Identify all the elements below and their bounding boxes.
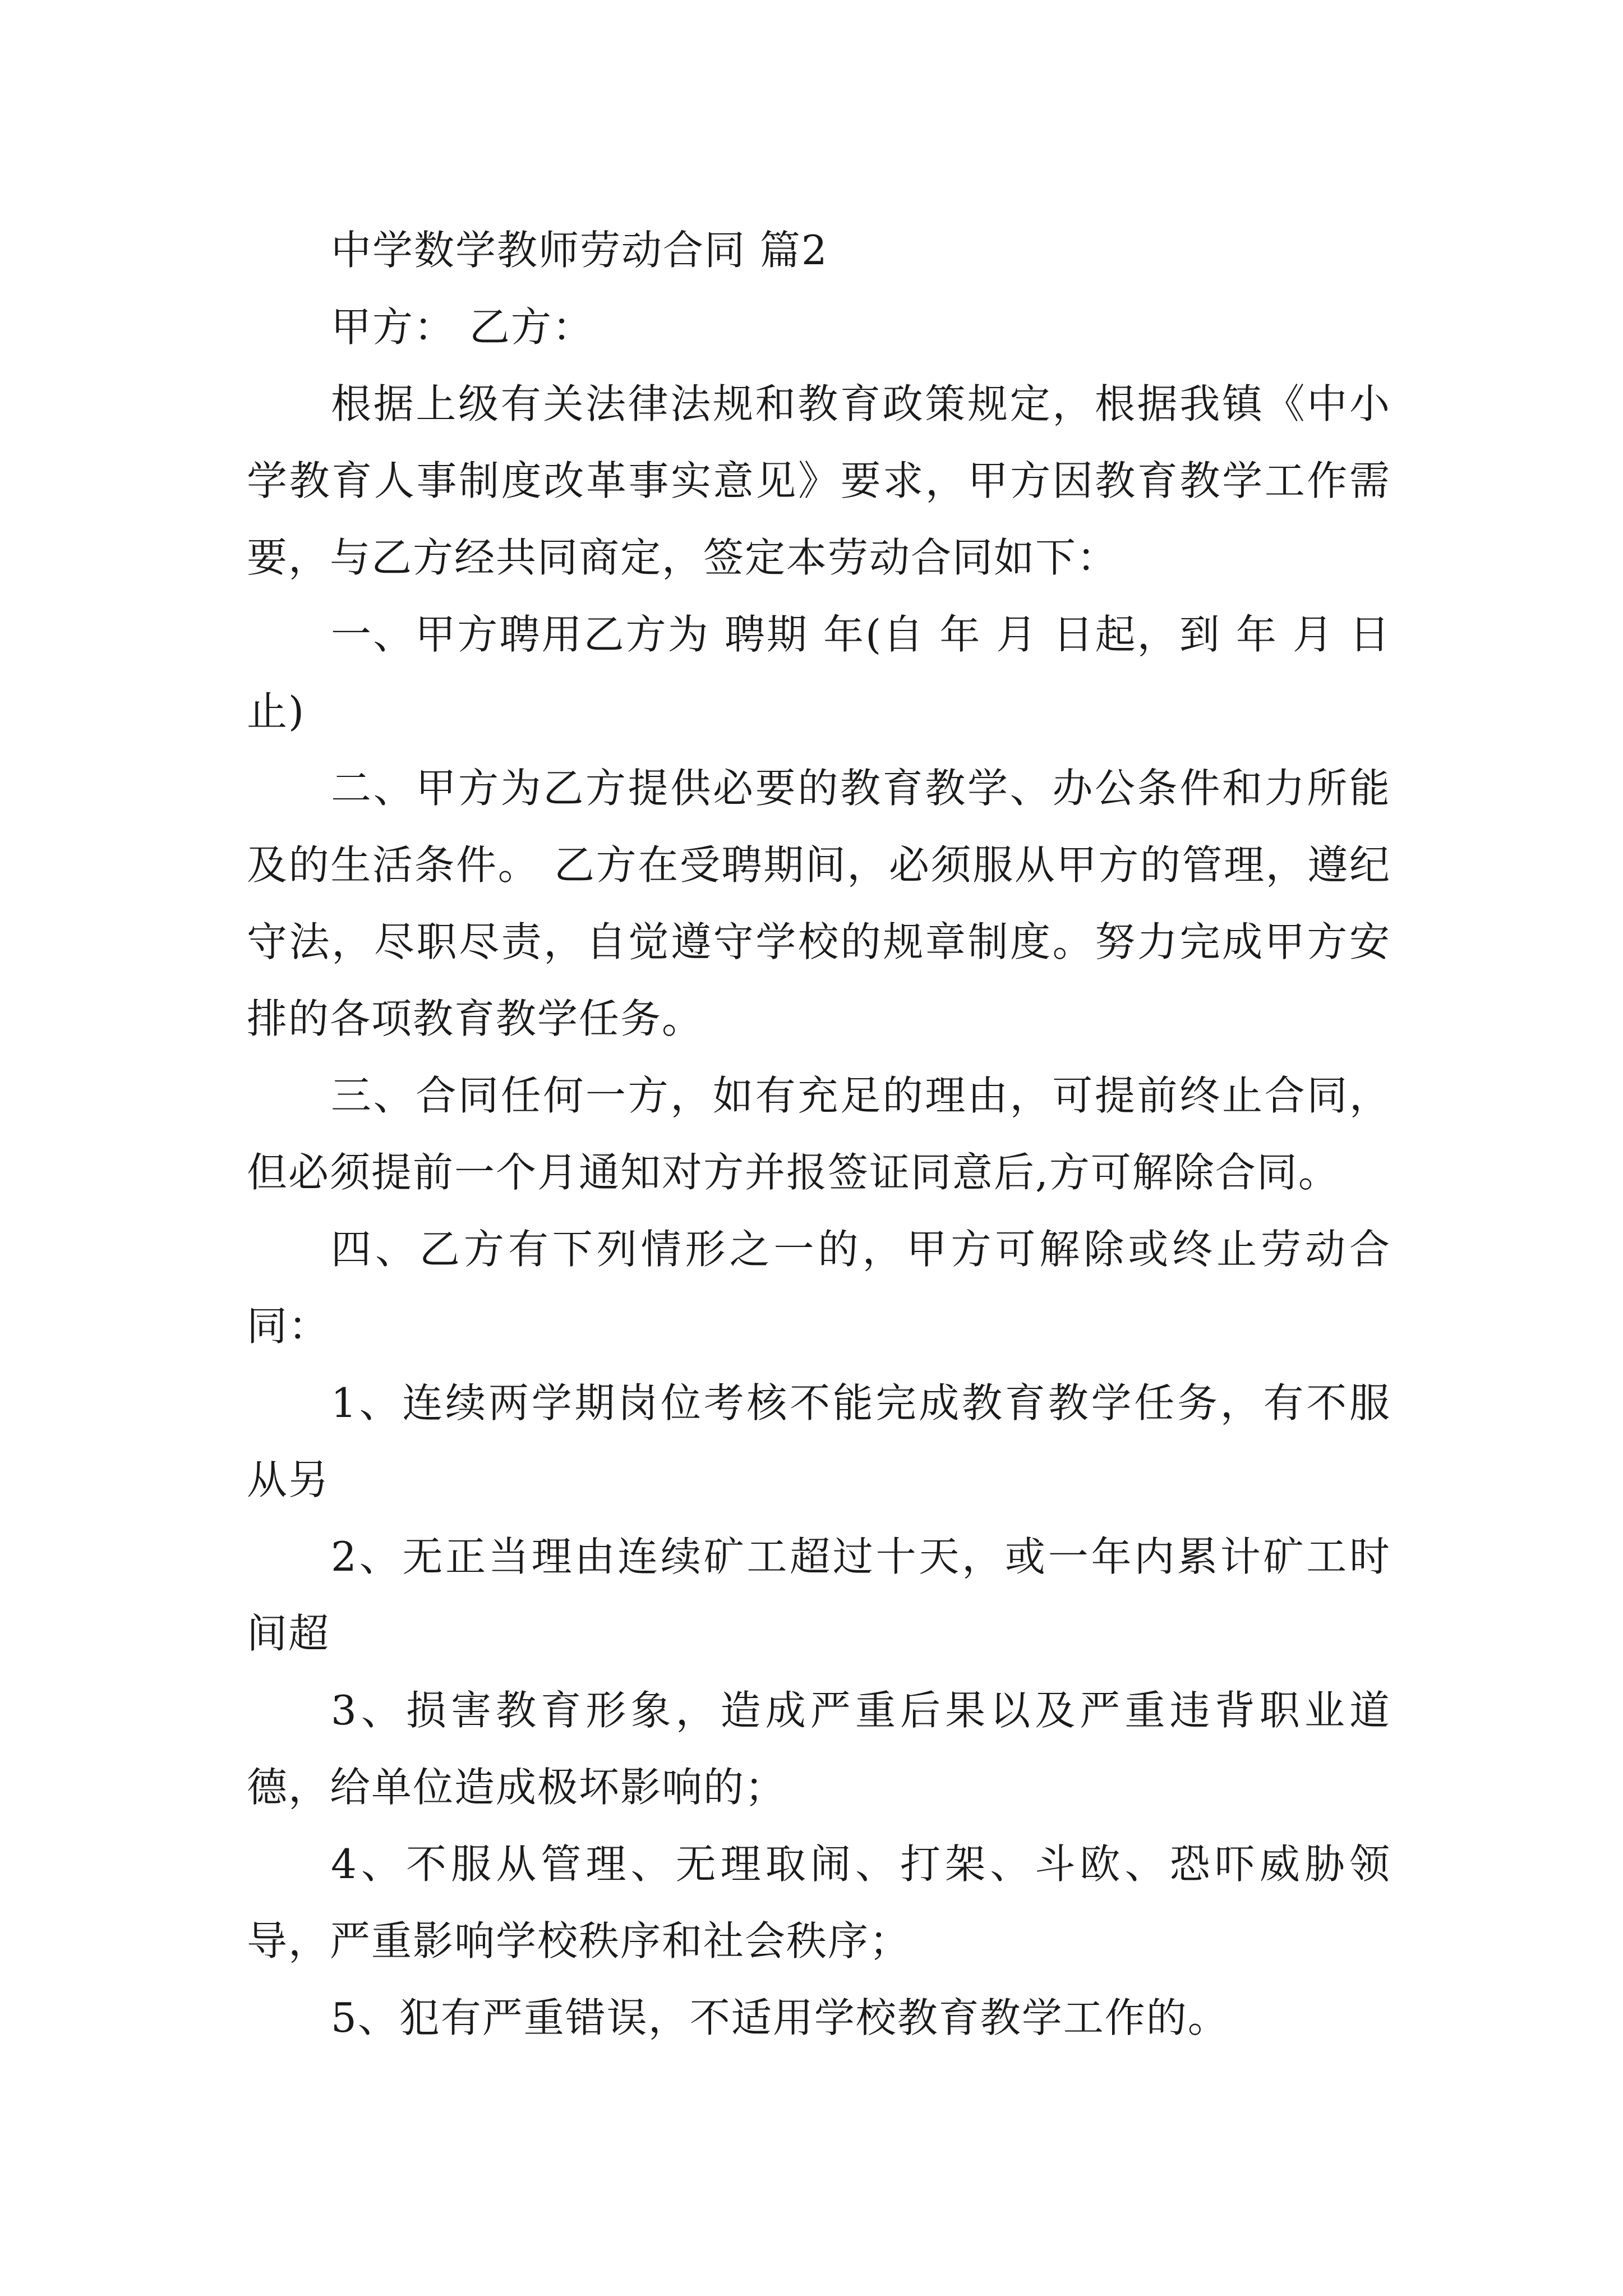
clause-4: 四、乙方有下列情形之一的，甲方可解除或终止劳动合同： <box>247 1226 1391 1350</box>
document-body <box>247 212 1391 2056</box>
paragraph-intro: 根据上级有关法律法规和教育政策规定，根据我镇《中小学教育人事制度改革事实意见》要求，甲方因教育教学工作需要，与乙方经共同商定，签定本劳动合同如下： <box>247 380 1391 581</box>
list-item-3: 3、损害教育形象，造成严重后果以及严重违背职业道德，给单位造成极坏影响的； <box>247 1687 1391 1811</box>
parties-line: 甲方： 乙方： <box>331 303 594 351</box>
list-item-5: 5、犯有严重错误，不适用学校教育教学工作的。 <box>331 1994 1229 2041</box>
clause-1: 一、甲方聘用乙方为 聘期 年(自 年 月 日起，到 年 月 日止) <box>247 611 1391 735</box>
list-item-4: 4、不服从管理、无理取闹、打架、斗欧、恐吓威胁领导，严重影响学校秩序和社会秩序； <box>247 1841 1391 1964</box>
clause-3: 三、合同任何一方，如有充足的理由，可提前终止合同，但必须提前一个月通知对方并报签证同意后,方可解除合同。 <box>247 1072 1391 1196</box>
document-title: 中学数学教师劳动合同 篇2 <box>331 227 828 274</box>
list-item-2: 2、无正当理由连续矿工超过十天，或一年内累计矿工时间超 <box>247 1533 1391 1657</box>
clause-2: 二、甲方为乙方提供必要的教育教学、办公条件和力所能及的生活条件。 乙方在受聘期间，必须服从甲方的管理，遵纪守法，尽职尽责，自觉遵守学校的规章制度。努力完成甲方安排的各项教育教学任务。 <box>247 765 1391 1042</box>
list-item-1: 1、连续两学期岗位考核不能完成教育教学任务，有不服从另 <box>247 1379 1391 1503</box>
